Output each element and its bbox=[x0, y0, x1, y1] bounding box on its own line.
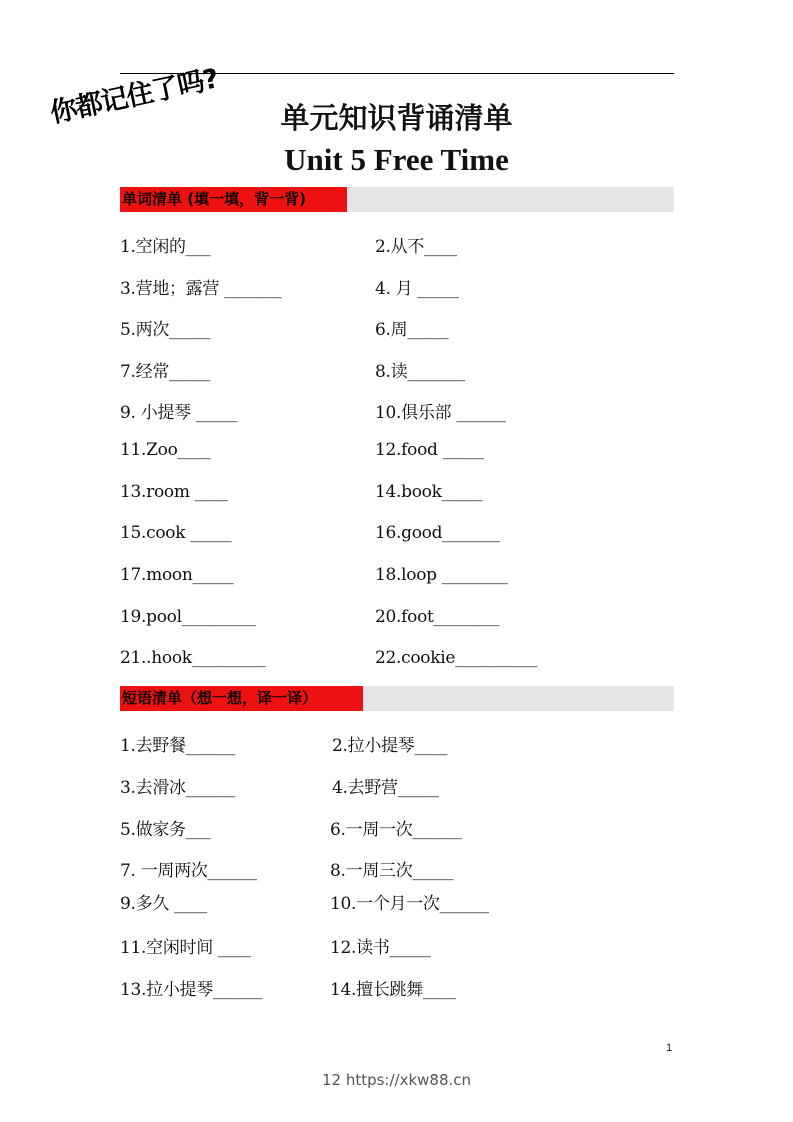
vocab-item: 1.空闲的___ bbox=[120, 237, 211, 257]
vocab-item: 3.营地；露营 _______ bbox=[120, 279, 282, 299]
vocab-item: 5.两次_____ bbox=[120, 320, 211, 340]
section-bar-phrases bbox=[120, 686, 674, 711]
section-bar-vocabulary bbox=[120, 187, 674, 212]
vocab-item: 15.cook _____ bbox=[120, 523, 232, 543]
vocab-item: 4. 月 _____ bbox=[375, 279, 459, 299]
vocab-item: 11.Zoo____ bbox=[120, 440, 211, 460]
vocab-item: 16.good_______ bbox=[375, 523, 500, 543]
vocab-item: 14.book_____ bbox=[375, 482, 483, 502]
phrase-item: 3.去滑冰______ bbox=[120, 778, 235, 798]
page-title-cn-text: 单元知识背诵清单 bbox=[280, 101, 513, 135]
page-number: 1 bbox=[666, 1042, 673, 1054]
vocab-item: 7.经常_____ bbox=[120, 362, 211, 382]
phrase-item: 5.做家务___ bbox=[120, 820, 211, 840]
phrase-item: 11.空闲时间 ____ bbox=[120, 938, 251, 958]
vocab-item: 9. 小提琴 _____ bbox=[120, 403, 237, 423]
footer-url: 12 https://xkw88.cn bbox=[321, 1071, 472, 1089]
vocab-item: 21..hook_________ bbox=[120, 648, 266, 668]
page-title-cn bbox=[0, 96, 793, 137]
page-title-en: Unit 5 Free Time bbox=[284, 142, 509, 177]
phrase-item: 1.去野餐______ bbox=[120, 736, 235, 756]
vocab-item: 8.读_______ bbox=[375, 362, 465, 382]
vocab-item: 19.pool_________ bbox=[120, 607, 256, 627]
phrase-item: 12.读书_____ bbox=[330, 938, 431, 958]
vocab-item: 20.foot________ bbox=[375, 607, 500, 627]
vocab-item: 2.从不____ bbox=[375, 237, 457, 257]
vocab-item: 13.room ____ bbox=[120, 482, 228, 502]
phrase-item: 7. 一周两次______ bbox=[120, 861, 257, 881]
phrase-item: 2.拉小提琴____ bbox=[332, 736, 448, 756]
vocab-item: 6.周_____ bbox=[375, 320, 449, 340]
phrase-item: 9.多久 ____ bbox=[120, 894, 207, 914]
section-heading-vocabulary: 单词清单 (填一填，背一背) bbox=[120, 187, 347, 212]
section-heading-phrases: 短语清单（想一想，译一译） bbox=[120, 686, 363, 711]
vocab-item: 10.俱乐部 ______ bbox=[375, 403, 506, 423]
phrase-item: 14.擅长跳舞____ bbox=[330, 980, 456, 1000]
vocab-item: 18.loop ________ bbox=[375, 565, 508, 585]
stamp-text: 你都记住了吗? bbox=[47, 63, 221, 130]
phrase-item: 10.一个月一次______ bbox=[330, 894, 489, 914]
phrase-item: 4.去野营_____ bbox=[332, 778, 439, 798]
phrase-item: 13.拉小提琴______ bbox=[120, 980, 263, 1000]
vocab-item: 12.food _____ bbox=[375, 440, 484, 460]
phrase-item: 6.一周一次______ bbox=[330, 820, 462, 840]
vocab-item: 22.cookie__________ bbox=[375, 648, 538, 668]
phrase-item: 8.一周三次_____ bbox=[330, 861, 454, 881]
vocab-item: 17.moon_____ bbox=[120, 565, 234, 585]
